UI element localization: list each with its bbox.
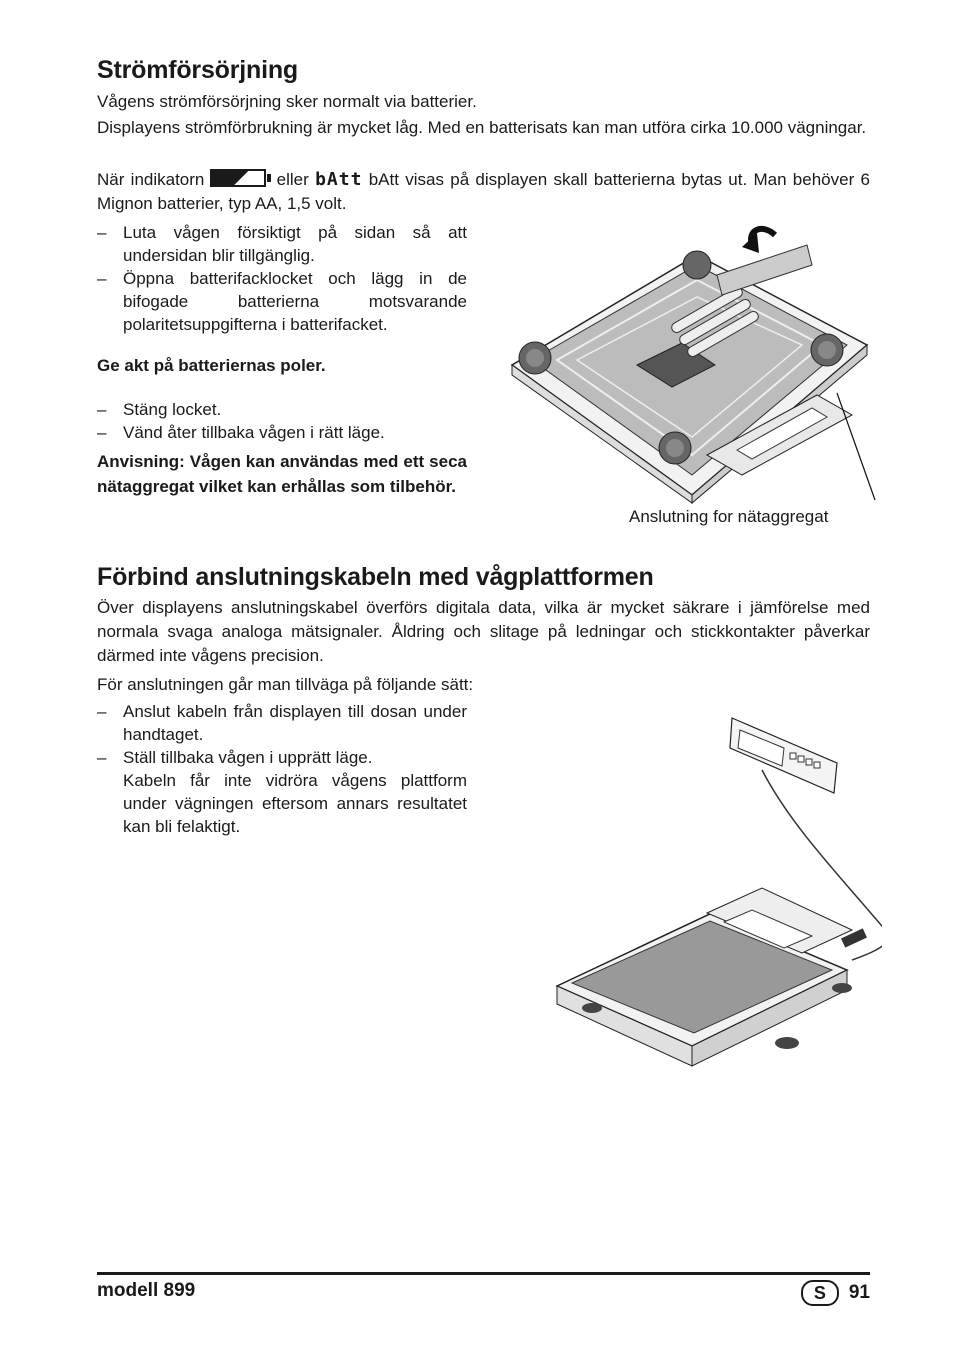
- list-item: – Luta vågen försiktigt på sidan så att undersidan blir tillgänglig.: [97, 221, 467, 267]
- polarity-warning: Ge akt på batteriernas poler.: [97, 356, 326, 375]
- language-badge: S: [801, 1280, 839, 1306]
- page-number: 91: [848, 1282, 870, 1303]
- list-item: – Vänd åter tillbaka vågen i rätt läge.: [97, 421, 467, 444]
- paragraph: Över displayens anslutningskabel överförs digitala data, vilka är mycket säkrare i jämförelse med normala svaga analoga mätsignaler. Åldring och slitage på ledningar och stickkontakter påverkar därmed inte vågens precision.: [97, 598, 870, 665]
- footer-model: modell 899: [97, 1280, 196, 1301]
- note: Anvisning: Vågen kan användas med ett seca nätaggregat vilket kan erhållas som tilbehör.: [97, 452, 467, 496]
- step-list: [97, 700, 467, 838]
- scale-with-display-illustration: [552, 708, 882, 1088]
- list-item: – Stäng locket.: [97, 398, 467, 421]
- battery-indicator-icon: [210, 169, 266, 187]
- list-item: – Anslut kabeln från displayen till dosan under handtaget.: [97, 700, 467, 746]
- footer-rule: [97, 1272, 870, 1275]
- paragraph: Displayens strömförbrukning är mycket låg. Med en batterisats kan man utföra cirka 10.000 vägningar.: [97, 118, 867, 137]
- section-title-power: Strömförsörjning: [97, 56, 298, 84]
- paragraph-battery-indicator: När indikatorn eller bAtt bAtt visas på displayen skall batterierna bytas ut. Man behöver 6 Mignon batterier, typ AA, 1,5 volt.: [97, 169, 870, 213]
- figure-caption: Anslutning for nätaggregat: [629, 507, 829, 526]
- paragraph: Vågens strömförsörjning sker normalt via batterier.: [97, 92, 477, 111]
- step-list: [97, 221, 467, 336]
- section-title-cable: Förbind anslutningskabeln med vågplattformen: [97, 563, 654, 591]
- segment-display-text: bAtt: [315, 169, 363, 190]
- step-list: [97, 398, 467, 444]
- footer-page: [801, 1280, 870, 1306]
- list-item: – Öppna batterifacklocket och lägg in de bifogade batterierna motsvarande polaritetsuppgifterna i batterifacket.: [97, 267, 467, 336]
- scale-underside-illustration: [507, 225, 877, 525]
- paragraph: För anslutningen går man tillväga på följande sätt:: [97, 675, 474, 694]
- list-item: – Ställ tillbaka vågen i upprätt läge. Kabeln får inte vidröra vågens plattform under vägningen eftersom annars resultatet kan bli felaktigt.: [97, 746, 467, 838]
